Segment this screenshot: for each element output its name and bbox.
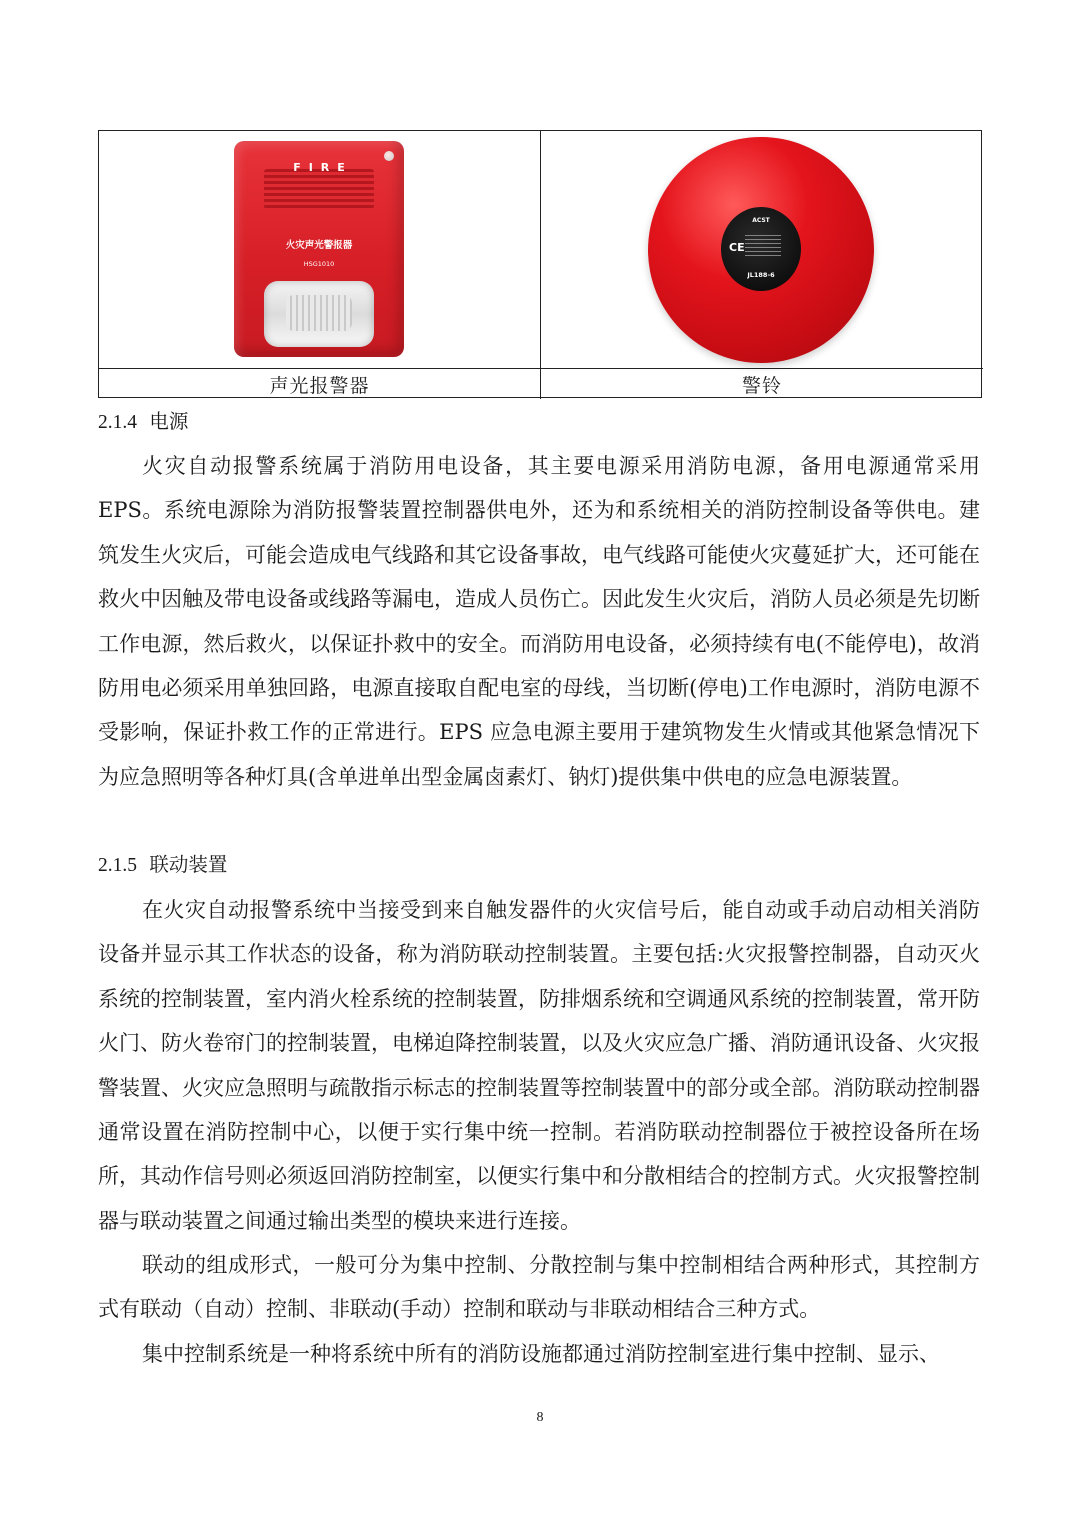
figure-table [98, 130, 982, 398]
speaker-vents [264, 169, 374, 209]
section-heading-power [98, 408, 188, 437]
alarm-bell-cell [541, 131, 983, 369]
alarm-bell-image [648, 137, 874, 363]
section-title: 联动装置 [149, 853, 228, 876]
section-number: 2.1.4 [98, 412, 137, 433]
bell-brand-text: ACST [752, 217, 770, 224]
indicator-led-icon [384, 151, 394, 161]
section-heading-linkage [98, 851, 227, 880]
strobe-model-text: HSG1010 [303, 260, 335, 268]
strobe-name-text: 火灾声光警报器 [285, 240, 353, 251]
paragraph-linkage-3: 集中控制系统是一种将系统中所有的消防设施都通过消防控制室进行集中控制、显示、 [142, 1342, 940, 1366]
caption-strobe-alarm: 声光报警器 [99, 369, 541, 399]
strobe-fire-text: FIRE [293, 161, 353, 174]
strobe-alarm-cell [99, 131, 541, 369]
bell-model-text: JL188-6 [747, 271, 775, 279]
nameplate-fine-print [745, 235, 781, 259]
strobe-lens [264, 281, 374, 347]
section-title: 电源 [149, 410, 189, 433]
caption-alarm-bell: 警铃 [741, 374, 782, 397]
bell-nameplate [721, 207, 801, 291]
page-number: 8 [536, 1410, 544, 1425]
ce-mark-icon: CE [729, 241, 745, 254]
section-number: 2.1.5 [98, 855, 137, 876]
paragraph-linkage-2: 联动的组成形式，一般可分为集中控制、分散控制与集中控制相结合两种形式，其控制方式有联动（自动）控制、非联动(手动）控制和联动与非联动相结合三种方式。 [98, 1253, 980, 1322]
paragraph-power: 火灾自动报警系统属于消防用电设备，其主要电源采用消防电源，备用电源通常采用EPS。系统电源除为消防报警装置控制器供电外，还为和系统相关的消防控制设备等供电。建筑发生火灾后，可能会造成电气线路和其它设备事故，电气线路可能使火灾蔓延扩大，还可能在救火中因触及带电设备或线路等漏电，造成人员伤亡。因此发生火灾后，消防人员必须是先切断工作电源，然后救火，以保证扑救中的安全。而消防用电设备，必须持续有电(不能停电)，故消防用电必须采用单独回路，电源直接取自配电室的母线，当切断(停电)工作电源时，消防电源不受影响，保证扑救工作的正常进行。EPS 应急电源主要用于建筑物发生火情或其他紧急情况下为应急照明等各种灯具(含单进单出型金属卤素灯、钠灯)提供集中供电的应急电源装置。 [98, 454, 980, 789]
paragraph-linkage-1: 在火灾自动报警系统中当接受到来自触发器件的火灾信号后，能自动或手动启动相关消防设备并显示其工作状态的设备，称为消防联动控制装置。主要包括:火灾报警控制器，自动灭火系统的控制装置，室内消火栓系统的控制装置，防排烟系统和空调通风系统的控制装置，常开防火门、防火卷帘门的控制装置，电梯迫降控制装置，以及火灾应急广播、消防通讯设备、火灾报警装置、火灾应急照明与疏散指示标志的控制装置等控制装置中的部分或全部。消防联动控制器通常设置在消防控制中心，以便于实行集中统一控制。若消防联动控制器位于被控设备所在场所，其动作信号则必须返回消防控制室，以便实行集中和分散相结合的控制方式。火灾报警控制器与联动装置之间通过输出类型的模块来进行连接。 [98, 898, 980, 1233]
strobe-alarm-image [234, 141, 404, 357]
